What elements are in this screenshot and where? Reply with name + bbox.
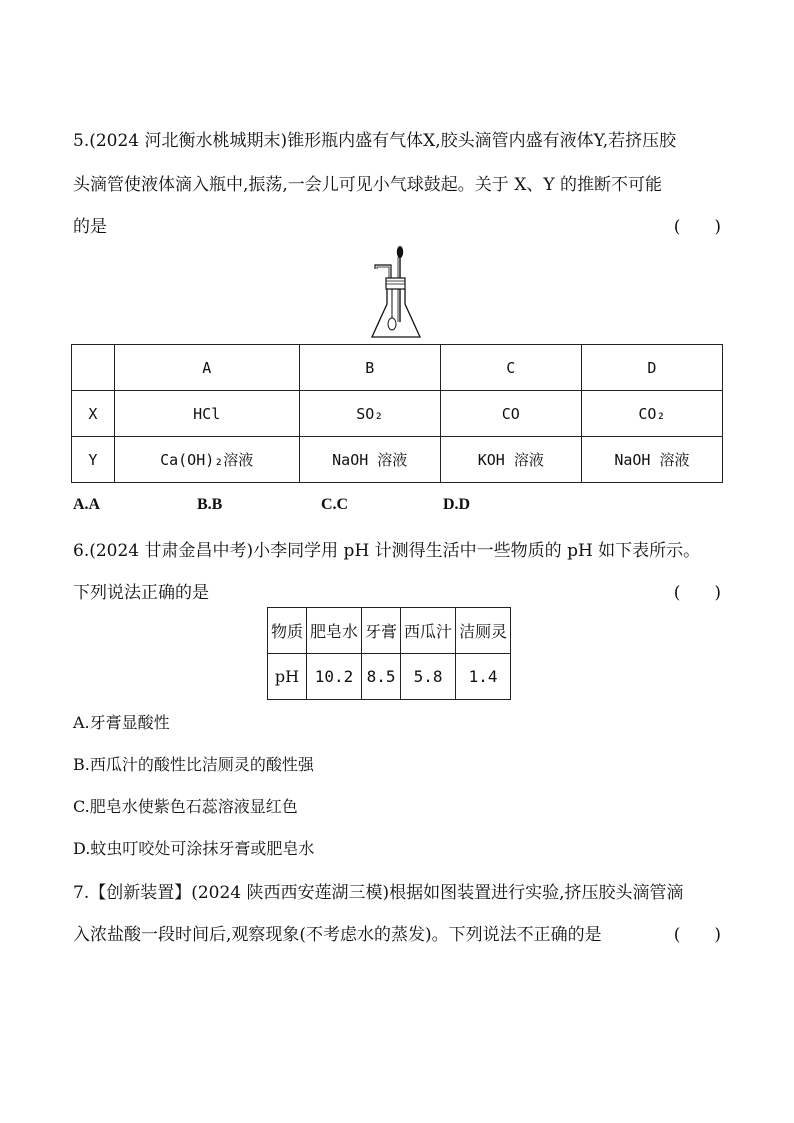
table-header-cell: B [299, 345, 440, 391]
table-row-label: X [72, 391, 115, 437]
q7-stem-line2: 入浓盐酸一段时间后,观察现象(不考虑水的蒸发)。下列说法不正确的是 [73, 925, 602, 945]
table-cell: KOH 溶液 [440, 437, 581, 483]
table-cell: Ca(OH)₂溶液 [114, 437, 299, 483]
q6-option-c[interactable]: C.肥皂水使紫色石蕊溶液显红色 [73, 797, 298, 816]
table-header-cell: 西瓜汁 [401, 608, 456, 654]
table-cell: 1.4 [456, 654, 511, 700]
q6-option-d[interactable]: D.蚊虫叮咬处可涂抹牙膏或肥皂水 [73, 839, 315, 858]
table-cell: SO₂ [299, 391, 440, 437]
table-cell: 10.2 [307, 654, 362, 700]
q5-options [73, 494, 470, 514]
table-cell: CO₂ [581, 391, 722, 437]
table-header-cell: 肥皂水 [307, 608, 362, 654]
q5-stem-line2: 头滴管使液体滴入瓶中,振荡,一会儿可见小气球鼓起。关于 X、Y 的推断不可能 [73, 175, 662, 195]
q7-stem-line1: 7.【创新装置】(2024 陕西西安莲湖三模)根据如图装置进行实验,挤压胶头滴管滴 [73, 883, 684, 903]
q5-stem-line3: 的是 [73, 217, 107, 237]
table-row [72, 345, 723, 391]
table-header-cell: 物质 [268, 608, 307, 654]
q5-stem-line1: 5.(2024 河北衡水桃城期末)锥形瓶内盛有气体X,胶头滴管内盛有液体Y,若挤压胶 [73, 131, 677, 151]
table-header-cell: D [581, 345, 722, 391]
table-cell: NaOH 溶液 [581, 437, 722, 483]
table-cell: CO [440, 391, 581, 437]
q6-stem-line2: 下列说法正确的是 [73, 583, 209, 603]
q6-answer-bracket: ( ) [673, 583, 721, 603]
table-header-cell: 牙膏 [362, 608, 401, 654]
table-header-cell: C [440, 345, 581, 391]
table-row [72, 437, 723, 483]
q5-option-c[interactable]: C.C [321, 496, 349, 513]
table-header-cell: A [114, 345, 299, 391]
table-header-cell: 洁厕灵 [456, 608, 511, 654]
q6-stem-line1: 6.(2024 甘肃金昌中考)小李同学用 pH 计测得生活中一些物质的 pH 如下表所示。 [73, 541, 701, 561]
q7-answer-bracket: ( ) [673, 925, 721, 945]
table-cell: NaOH 溶液 [299, 437, 440, 483]
table-cell: 5.8 [401, 654, 456, 700]
q5-answer-bracket: ( ) [673, 217, 721, 237]
q5-option-b[interactable]: B.B [197, 496, 223, 513]
table-row-label: Y [72, 437, 115, 483]
table-cell: 8.5 [362, 654, 401, 700]
q6-option-b[interactable]: B.西瓜汁的酸性比洁厕灵的酸性强 [73, 755, 314, 774]
flask-dropper-figure [360, 242, 430, 342]
table-cell: HCl [114, 391, 299, 437]
table-row [268, 608, 511, 654]
q6-option-a[interactable]: A.牙膏显酸性 [73, 713, 170, 732]
q5-option-d[interactable]: D.D [443, 496, 471, 513]
table-row [268, 654, 511, 700]
q5-option-a[interactable]: A.A [73, 496, 101, 513]
table-cell [72, 345, 115, 391]
table-row-label: pH [268, 654, 307, 700]
q5-table [71, 344, 723, 483]
table-row [72, 391, 723, 437]
q6-ph-table [267, 607, 511, 700]
